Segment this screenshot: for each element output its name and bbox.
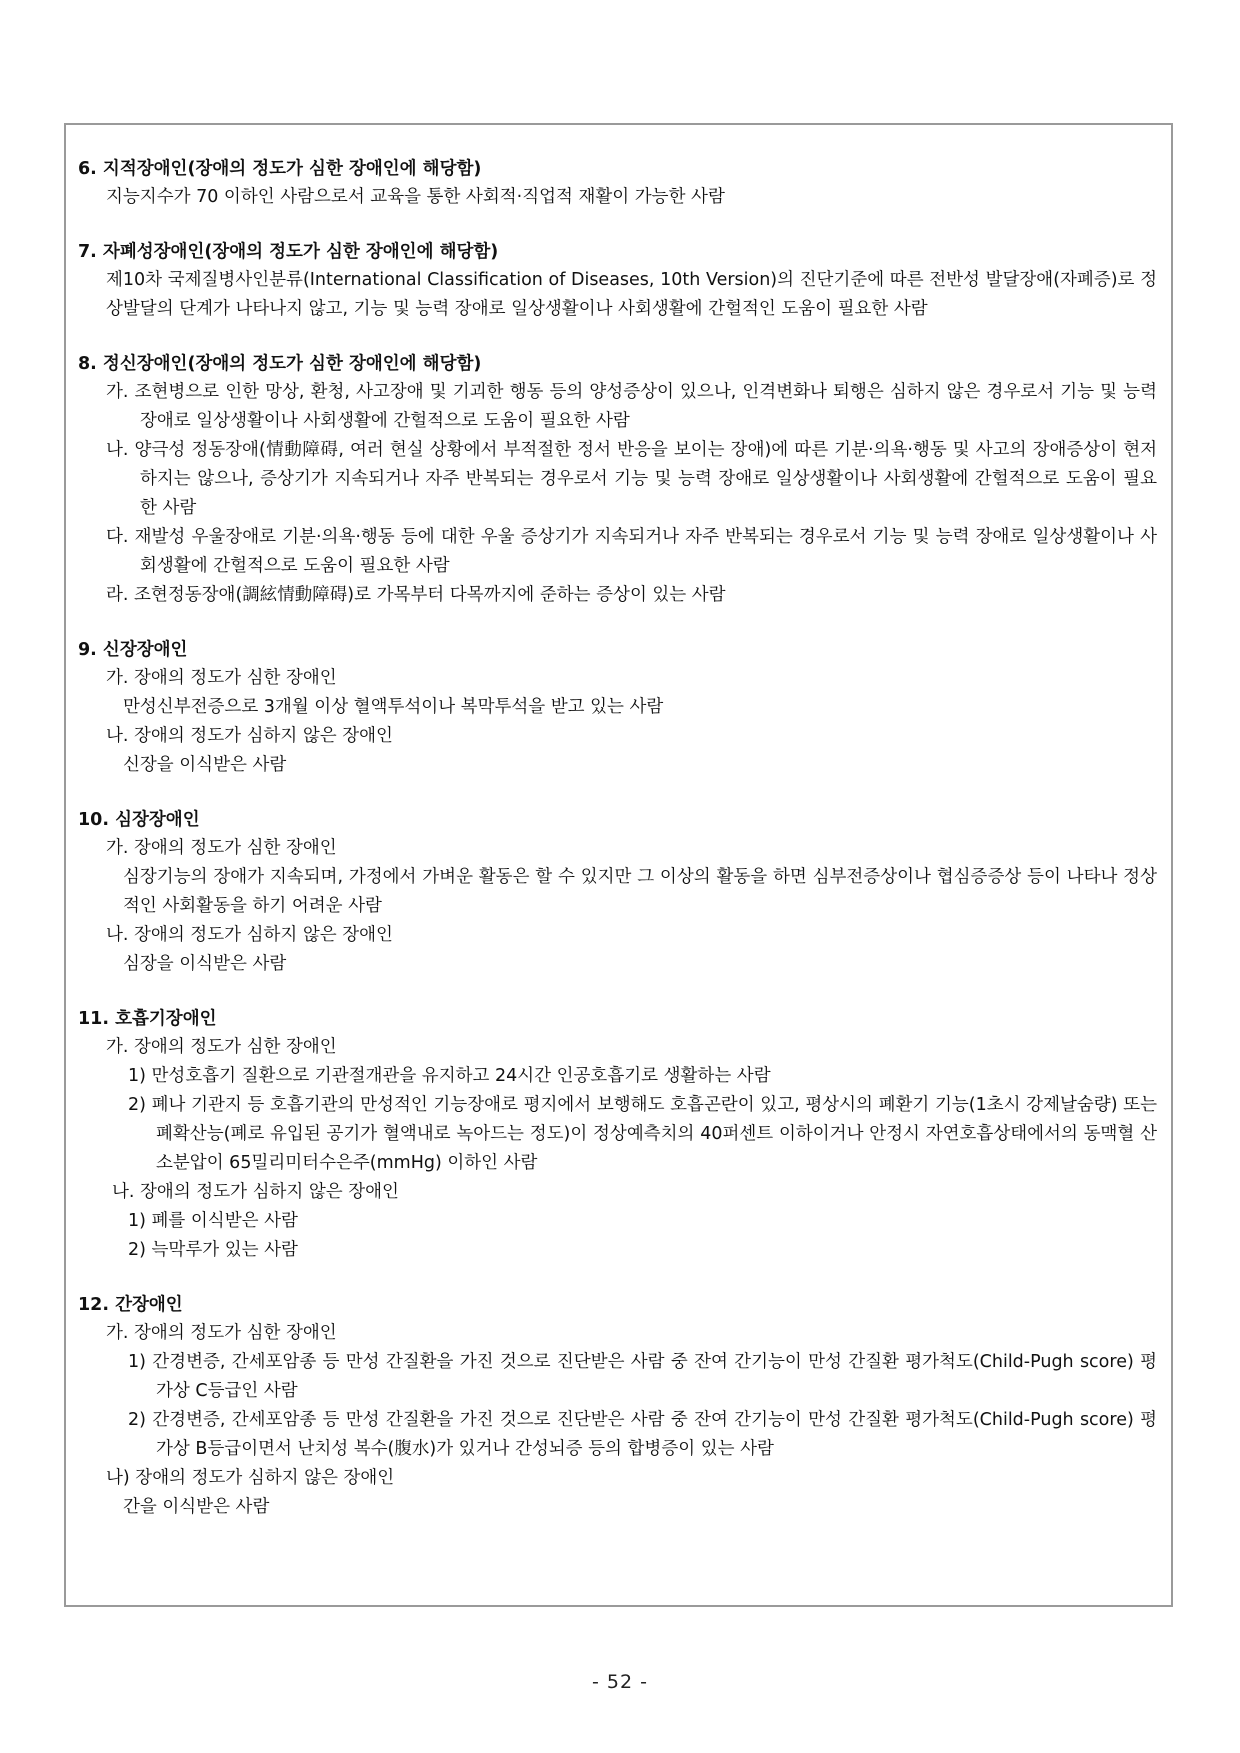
section-intellectual [78, 155, 1157, 212]
list-item: 2) 폐나 기관지 등 호흡기관의 만성적인 기능장애로 평지에서 보행해도 호흡곤란이 있고, 평상시의 폐환기 기능(1초시 강제날숨량) 또는 폐확산능(폐로 유입된 공기가 혈액내로 녹아드는 정도)이 정상예측치의 40퍼센트 이하이거나 안정시 자연호흡상태에서의 동맥혈 산소분압이 65밀리미터수은주(mmHg) 이하인 사람 [128, 1095, 1157, 1173]
severe-desc: 만성신부전증으로 3개월 이상 혈액투석이나 복막투석을 받고 있는 사람 [123, 697, 664, 717]
section-respiratory [78, 1005, 1157, 1265]
severe-label: 가. 장애의 정도가 심한 장애인 [106, 1037, 337, 1057]
section-heading: 12. 간장애인 [78, 1295, 183, 1315]
list-item: 1) 폐를 이식받은 사람 [128, 1211, 298, 1231]
list-item: 1) 만성호흡기 질환으로 기관절개관을 유지하고 24시간 인공호흡기로 생활하는 사람 [128, 1066, 771, 1086]
section-heading: 10. 심장장애인 [78, 810, 200, 830]
section-mental [78, 350, 1157, 610]
section-heading: 9. 신장장애인 [78, 640, 188, 660]
section-heart [78, 806, 1157, 979]
list-item: 다. 재발성 우울장애로 기분·의욕·행동 등에 대한 우울 증상기가 지속되거나 자주 반복되는 경우로서 기능 및 능력 장애로 일상생활이나 사회생활에 간헐적으로 도움이 필요한 사람 [106, 527, 1157, 576]
section-heading: 6. 지적장애인(장애의 정도가 심한 장애인에 해당함) [78, 159, 482, 179]
section-body: 지능지수가 70 이하인 사람으로서 교육을 통한 사회적·직업적 재활이 가능한 사람 [106, 187, 725, 207]
mild-label: 나) 장애의 정도가 심하지 않은 장애인 [106, 1468, 395, 1488]
section-heading: 7. 자폐성장애인(장애의 정도가 심한 장애인에 해당함) [78, 242, 499, 262]
severe-label: 가. 장애의 정도가 심한 장애인 [106, 1323, 337, 1343]
section-heading: 11. 호흡기장애인 [78, 1009, 217, 1029]
mild-desc: 심장을 이식받은 사람 [123, 954, 287, 974]
list-item: 가. 조현병으로 인한 망상, 환청, 사고장애 및 기괴한 행동 등의 양성증상이 있으나, 인격변화나 퇴행은 심하지 않은 경우로서 기능 및 능력 장애로 일상생활이나 사회생활에 간헐적으로 도움이 필요한 사람 [106, 382, 1157, 431]
severe-label: 가. 장애의 정도가 심한 장애인 [106, 668, 337, 688]
list-item: 2) 간경변증, 간세포암종 등 만성 간질환을 가진 것으로 진단받은 사람 중 잔여 간기능이 만성 간질환 평가척도(Child-Pugh score) 평가상 B등급이면서 난치성 복수(腹水)가 있거나 간성뇌증 등의 합병증이 있는 사람 [128, 1410, 1157, 1459]
page-number: - 52 - [592, 1671, 648, 1693]
list-item: 2) 늑막루가 있는 사람 [128, 1240, 298, 1260]
mild-label: 나. 장애의 정도가 심하지 않은 장애인 [112, 1182, 399, 1202]
severe-desc: 심장기능의 장애가 지속되며, 가정에서 가벼운 활동은 할 수 있지만 그 이상의 활동을 하면 심부전증상이나 협심증증상 등이 나타나 정상적인 사회활동을 하기 어려운 사람 [123, 867, 1157, 916]
list-item: 나. 양극성 정동장애(情動障碍, 여러 현실 상황에서 부적절한 정서 반응을 보이는 장애)에 따른 기분·의욕·행동 및 사고의 장애증상이 현저하지는 않으나, 증상기가 지속되거나 자주 반복되는 경우로서 기능 및 능력 장애로 일상생활이나 사회생활에 간헐적으로 도움이 필요한 사람 [106, 440, 1157, 518]
mild-desc: 간을 이식받은 사람 [123, 1497, 270, 1517]
section-body: 제10차 국제질병사인분류(International Classification of Diseases, 10th Version)의 진단기준에 따른 전반성 발달장애(자폐증)로 정상발달의 단계가 나타나지 않고, 기능 및 능력 장애로 일상생활이나 사회생활에 간헐적인 도움이 필요한 사람 [106, 270, 1157, 319]
list-item: 라. 조현정동장애(調絃情動障碍)로 가목부터 다목까지에 준하는 증상이 있는 사람 [106, 585, 726, 605]
mild-label: 나. 장애의 정도가 심하지 않은 장애인 [106, 925, 393, 945]
section-kidney [78, 636, 1157, 780]
severe-label: 가. 장애의 정도가 심한 장애인 [106, 838, 337, 858]
document-frame [64, 123, 1173, 1607]
section-liver [78, 1291, 1157, 1522]
mild-desc: 신장을 이식받은 사람 [123, 755, 287, 775]
section-heading: 8. 정신장애인(장애의 정도가 심한 장애인에 해당함) [78, 354, 482, 374]
mild-label: 나. 장애의 정도가 심하지 않은 장애인 [106, 726, 393, 746]
list-item: 1) 간경변증, 간세포암종 등 만성 간질환을 가진 것으로 진단받은 사람 중 잔여 간기능이 만성 간질환 평가척도(Child-Pugh score) 평가상 C등급인 사람 [128, 1352, 1157, 1401]
section-autism [78, 238, 1157, 324]
